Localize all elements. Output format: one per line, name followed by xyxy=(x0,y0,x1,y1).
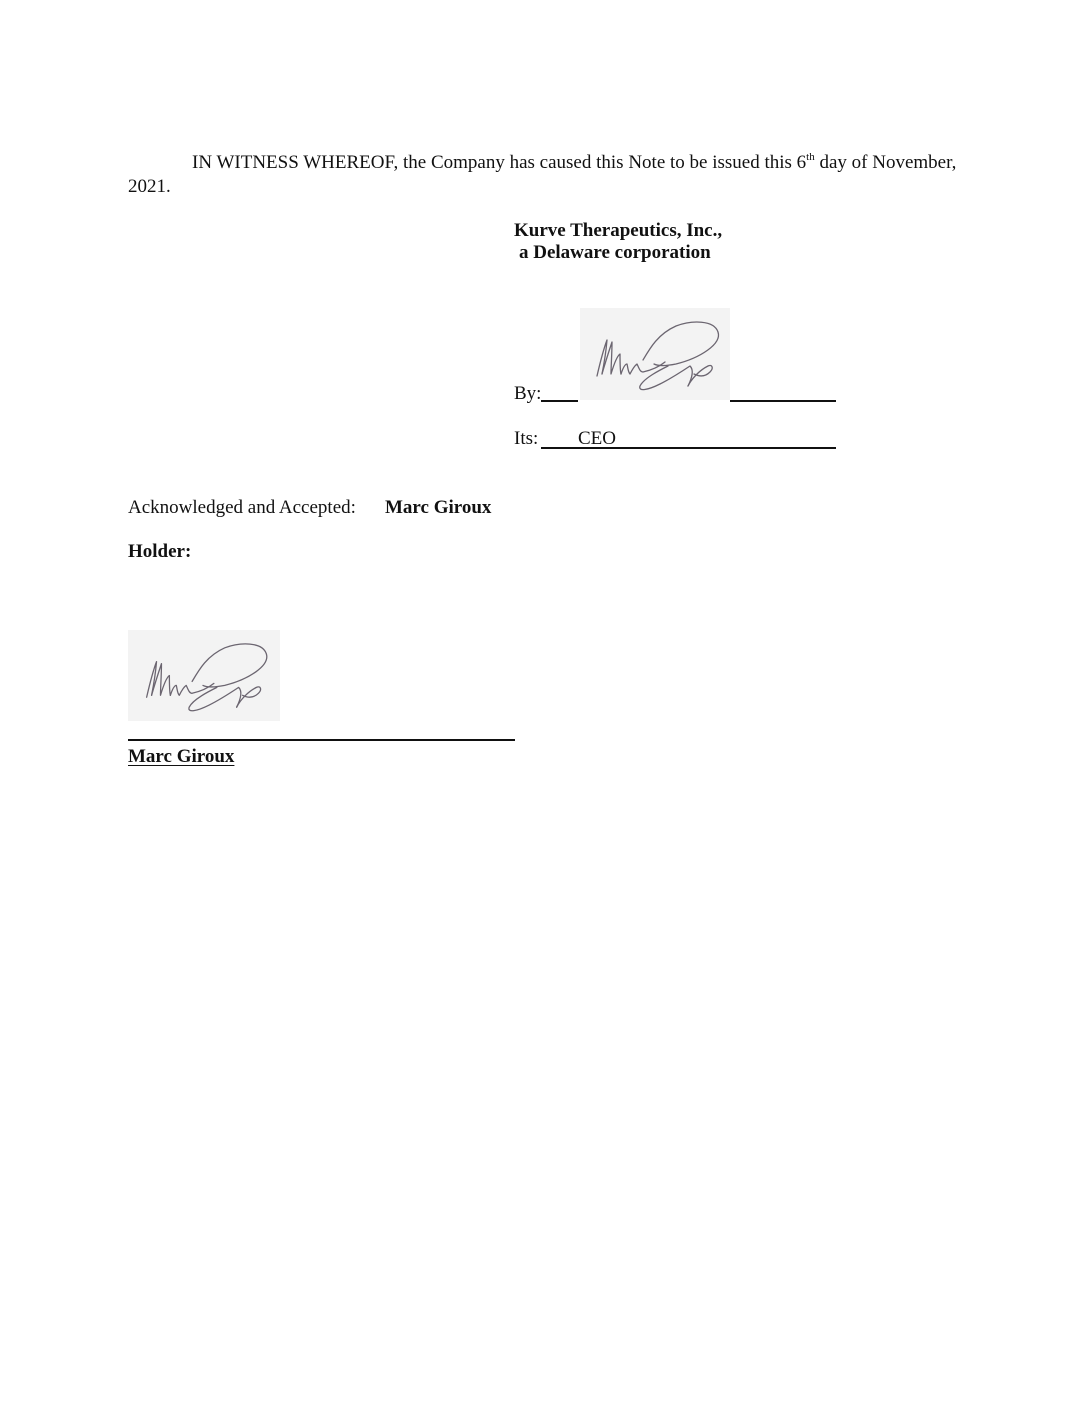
witness-text-end: day of November, xyxy=(814,152,957,173)
acknowledged-label: Acknowledged and Accepted: xyxy=(128,497,356,518)
holder-label: Holder: xyxy=(128,541,192,562)
its-line xyxy=(541,447,836,449)
witness-paragraph-line1 xyxy=(192,152,956,174)
signature-icon xyxy=(128,630,280,721)
witness-text-start: IN WITNESS WHEREOF, the Company has caused this Note to be issued this 6 xyxy=(192,152,807,173)
acknowledged-name: Marc Giroux xyxy=(385,497,492,518)
company-signature-image xyxy=(580,308,730,400)
witness-paragraph-line2: 2021. xyxy=(128,176,171,197)
holder-signature-line xyxy=(128,739,515,741)
its-value: CEO xyxy=(578,428,616,449)
witness-ordinal-suffix: th xyxy=(806,150,815,163)
signature-icon xyxy=(580,308,730,400)
by-signature-line-left xyxy=(541,400,578,402)
by-label: By: xyxy=(514,383,542,404)
company-descriptor: a Delaware corporation xyxy=(519,242,711,263)
holder-signatory-name: Marc Giroux xyxy=(128,746,235,767)
its-label: Its: xyxy=(514,428,539,449)
by-signature-line-right xyxy=(730,400,836,402)
holder-signature-image xyxy=(128,630,280,721)
company-name: Kurve Therapeutics, Inc., xyxy=(514,220,723,241)
